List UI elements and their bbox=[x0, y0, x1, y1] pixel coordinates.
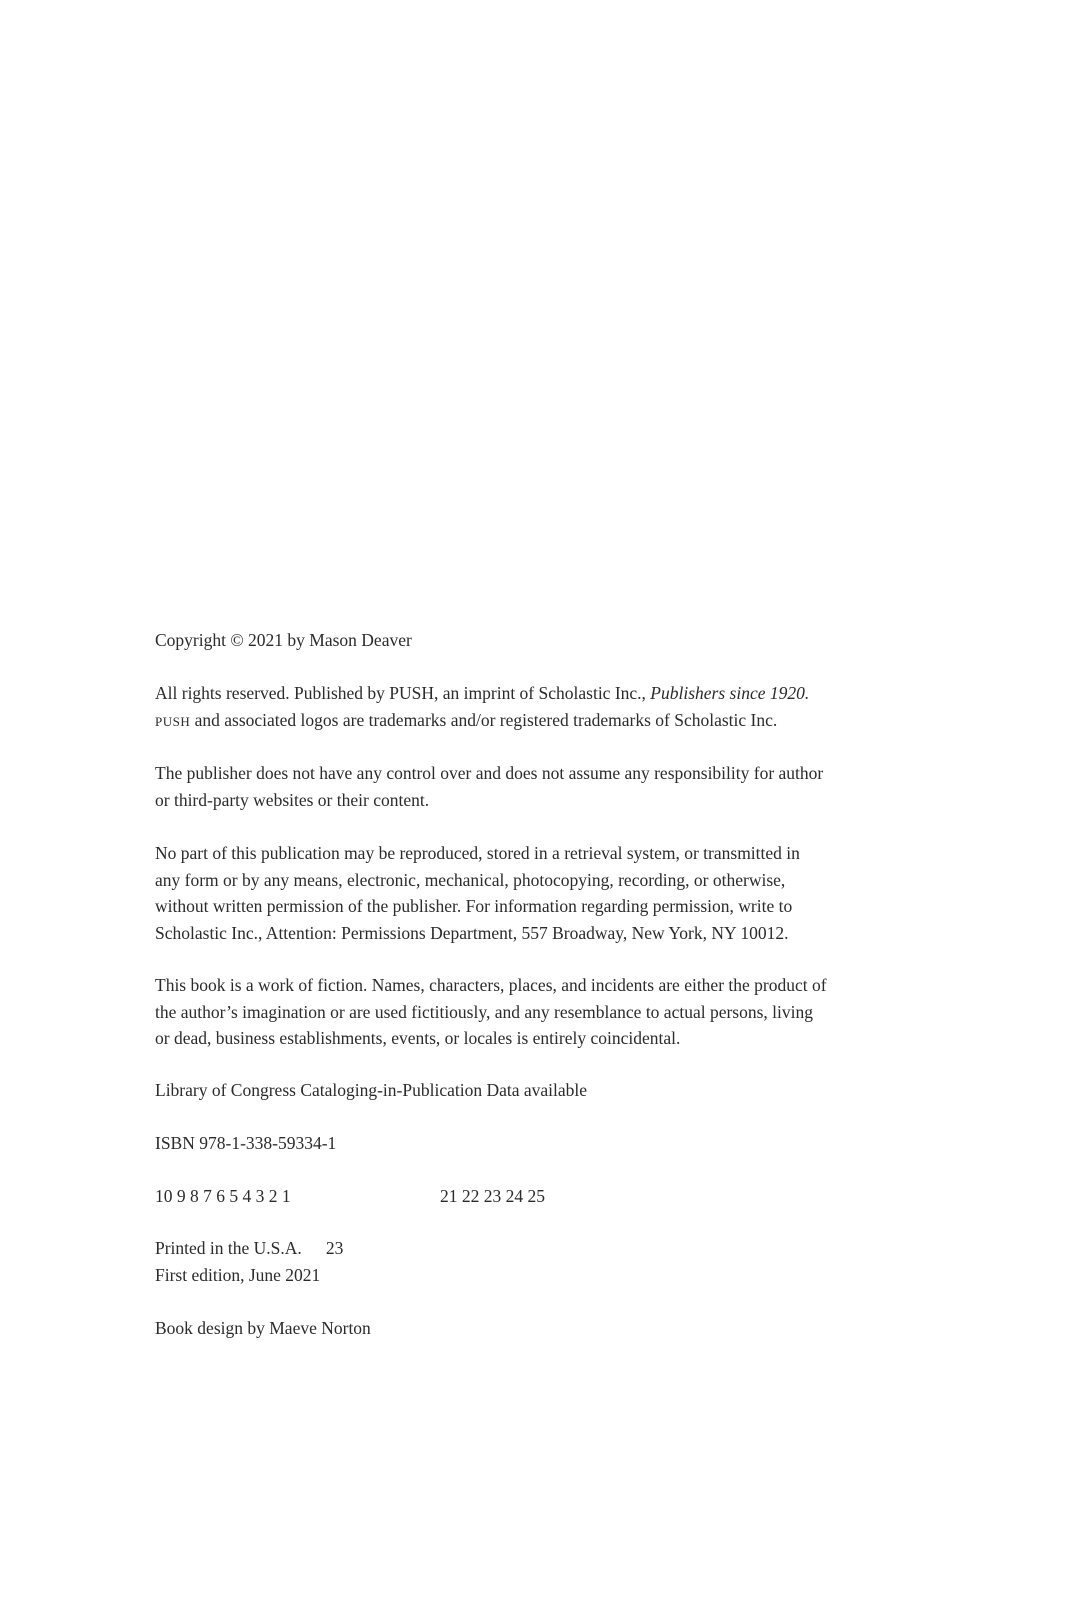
cataloging-block bbox=[155, 1077, 915, 1104]
rights-line-2-text: and associated logos are trademarks and/or registered trademarks of Scholastic Inc. bbox=[190, 709, 778, 730]
design-credit-line: Book design by Maeve Norton bbox=[155, 1318, 371, 1338]
isbn-line: ISBN 978-1-338-59334-1 bbox=[155, 1133, 337, 1153]
publisher-notice-line: The publisher does not have any control over and does not assume any responsibility for author bbox=[155, 763, 824, 783]
cataloging-line: Library of Congress Cataloging-in-Publication Data available bbox=[155, 1080, 588, 1100]
printing-numbers-block bbox=[155, 1183, 915, 1210]
publishers-since-text: Publishers since 1920. bbox=[650, 683, 810, 703]
fiction-notice-line: This book is a work of fiction. Names, characters, places, and incidents are either the product of bbox=[155, 975, 827, 995]
rights-line-1-text: All rights reserved. Published by PUSH, an imprint of Scholastic Inc., bbox=[155, 683, 651, 703]
reproduction-notice-line: any form or by any means, electronic, mechanical, photocopying, recording, or otherwise, bbox=[155, 869, 786, 890]
printed-code: 23 bbox=[325, 1238, 344, 1258]
copyright-block bbox=[155, 627, 915, 654]
rights-line-1 bbox=[155, 680, 915, 707]
design-block bbox=[155, 1315, 915, 1342]
printed-line bbox=[155, 1235, 915, 1262]
year-numbers: 21 22 23 24 25 bbox=[440, 1186, 545, 1206]
reproduction-notice-line: No part of this publication may be reproduced, stored in a retrieval system, or transmitted in bbox=[155, 843, 800, 863]
impression-numbers: 10 9 8 7 6 5 4 3 2 1 bbox=[155, 1186, 291, 1206]
fiction-notice-line: the author’s imagination or are used fictitiously, and any resemblance to actual persons, living bbox=[155, 1001, 814, 1022]
publisher-notice-line: or third-party websites or their content. bbox=[155, 789, 430, 810]
fiction-notice-block bbox=[155, 972, 915, 1052]
rights-block bbox=[155, 680, 915, 735]
push-smallcaps-text: PUSH bbox=[155, 713, 191, 729]
isbn-block bbox=[155, 1130, 915, 1157]
printed-block bbox=[155, 1235, 915, 1288]
edition-line: First edition, June 2021 bbox=[155, 1264, 321, 1285]
printed-location: Printed in the U.S.A. bbox=[155, 1238, 302, 1258]
reproduction-notice-block bbox=[155, 840, 915, 946]
fiction-notice-line: or dead, business establishments, events, or locales is entirely coincidental. bbox=[155, 1028, 681, 1048]
copyright-line: Copyright © 2021 by Mason Deaver bbox=[155, 630, 412, 650]
printing-numbers-row bbox=[155, 1183, 915, 1210]
publisher-notice-block bbox=[155, 760, 915, 813]
reproduction-notice-line: Scholastic Inc., Attention: Permissions Department, 557 Broadway, New York, NY 10012. bbox=[155, 922, 789, 943]
rights-line-2 bbox=[155, 707, 915, 736]
reproduction-notice-line: without written permission of the publisher. For information regarding permission, write to bbox=[155, 896, 793, 916]
